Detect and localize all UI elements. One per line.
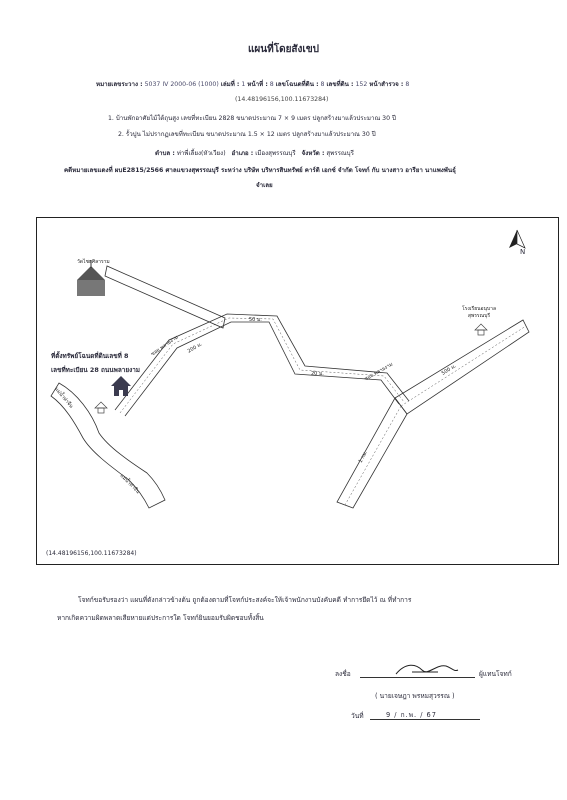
page-value: 8 [269,81,274,88]
book-label: เล่มที่ : [220,81,240,88]
signature-scribble [392,660,462,678]
survey-page-label: หน้าสำรวจ : [369,81,404,88]
soi-road-centerline [120,318,404,413]
building-item-1: 1. บ้านพักอาศัยไม้ใต้ถุนสูง เลขที่ทะเบียน 2828 ขนาดประมาณ 7 × 9 เมตร ปลูกสร้างมาแล้วประมาณ 30 ปี [108,115,396,122]
dist-label-4: 500 ม. [440,363,458,377]
location-line [155,148,354,158]
court-case-line-2: จำเลย [256,182,273,189]
district-value: เมืองสุพรรณบุรี [255,150,296,157]
north-arrow-icon [509,230,525,248]
signature-label: ลงชื่อ [335,670,351,678]
parcel-label: เลขโฉนดที่ดิน : [275,81,319,88]
land-no-label: เลขที่ดิน : [326,81,354,88]
declaration-line-2: หากเกิดความผิดพลาดเสียหายแต่ประการใด โจทก์ยินยอมรับผิดชอบทั้งสิ้น [57,614,264,622]
highway-lower [337,398,407,508]
dist-label-1: 200 ม. [186,341,204,355]
building-item-2: 2. รั้วปูน ไม่ปรากฏเลขที่ทะเบียน ขนาดประมาณ 1.5 × 12 เมตร ปลูกสร้างมาแล้วประมาณ 30 ปี [118,131,376,138]
temple-label: วัดไชยศิลาราม [77,259,110,265]
target-line-1: ที่ตั้งทรัพย์โฉนดที่ดินเลขที่ 8 [51,352,129,360]
book-value: 1 [241,81,246,88]
dist-label-2: 50 ม. [249,317,262,323]
survey-label: หมายเลขระวาง : [96,81,143,88]
parcel-value: 8 [320,81,325,88]
river-label-2: แม่น้ำท่าจีน [118,472,141,496]
page-label: หน้าที่ : [247,81,268,88]
declaration-line-1: โจทก์ขอรับรองว่า แผนที่ดังกล่าวข้างต้น ถูกต้องตามที่โจทก์ประสงค์จะให้เจ้าพนักงานบังคับคดี ทำการยึดไว้ ณ ที่ทำการ [78,596,412,604]
map-coords: (14.48196156,100.11673284) [46,550,137,557]
small-house-icon [95,402,107,413]
date-label: วันที่ [351,712,364,720]
school-icon [475,324,487,335]
header-line [96,79,409,89]
target-line-2: เลขที่ทะเบียน 28 ถนนพลายงาม [51,366,141,374]
map-canvas [37,218,558,564]
road-label-2: ซอย พลายงาม [363,361,394,383]
dist-label-5: 1 กม. [357,449,369,465]
survey-value: 5037 IV 2000-06 (1000) [144,81,219,88]
signature-name: ( นายเจษฎา พรหมสุวรรณ ) [375,692,455,700]
page-title: แผนที่โดยสังเขป [247,44,320,55]
date-value: 9 / ก.พ. / 67 [386,711,437,719]
province-value: สุพรรณบุรี [326,150,354,157]
sketch-map [36,217,559,565]
survey-page-value: 8 [405,81,410,88]
subdistrict-label: ตำบล : [155,150,175,157]
road-top-left [105,266,225,328]
soi-road-inner [125,322,399,416]
house-icon [111,376,131,396]
dist-label-3: 20 ม. [311,371,324,377]
school-label: โรงเรียนอนุบาลสุพรรณบุรี [461,306,497,319]
header-coords: (14.48196156,100.11673284) [235,96,329,103]
subdistrict-value: ท่าพี่เลี้ยง(หัวเวียง) [176,150,226,157]
district-label: อำเภอ : [231,150,254,157]
road-label-1: ซอย พลายงาม [150,334,180,358]
land-no-value: 152 [355,81,368,88]
court-case-line: คดีหมายเลขแดงที่ ผบE2815/2566 ศาลแขวงสุพรรณบุรี ระหว่าง บริษัท บริหารสินทรัพย์ คาร์ดิ เอกซ์ จำกัด โจทก์ กับ นางสาว อารียา นาแพงพันธุ์ [64,167,456,174]
river-label-1: แม่น้ำท่าจีน [53,386,74,410]
north-label: N [520,248,526,256]
province-label: จังหวัด : [301,150,325,157]
signature-role: ผู้แทนโจทก์ [479,670,512,678]
